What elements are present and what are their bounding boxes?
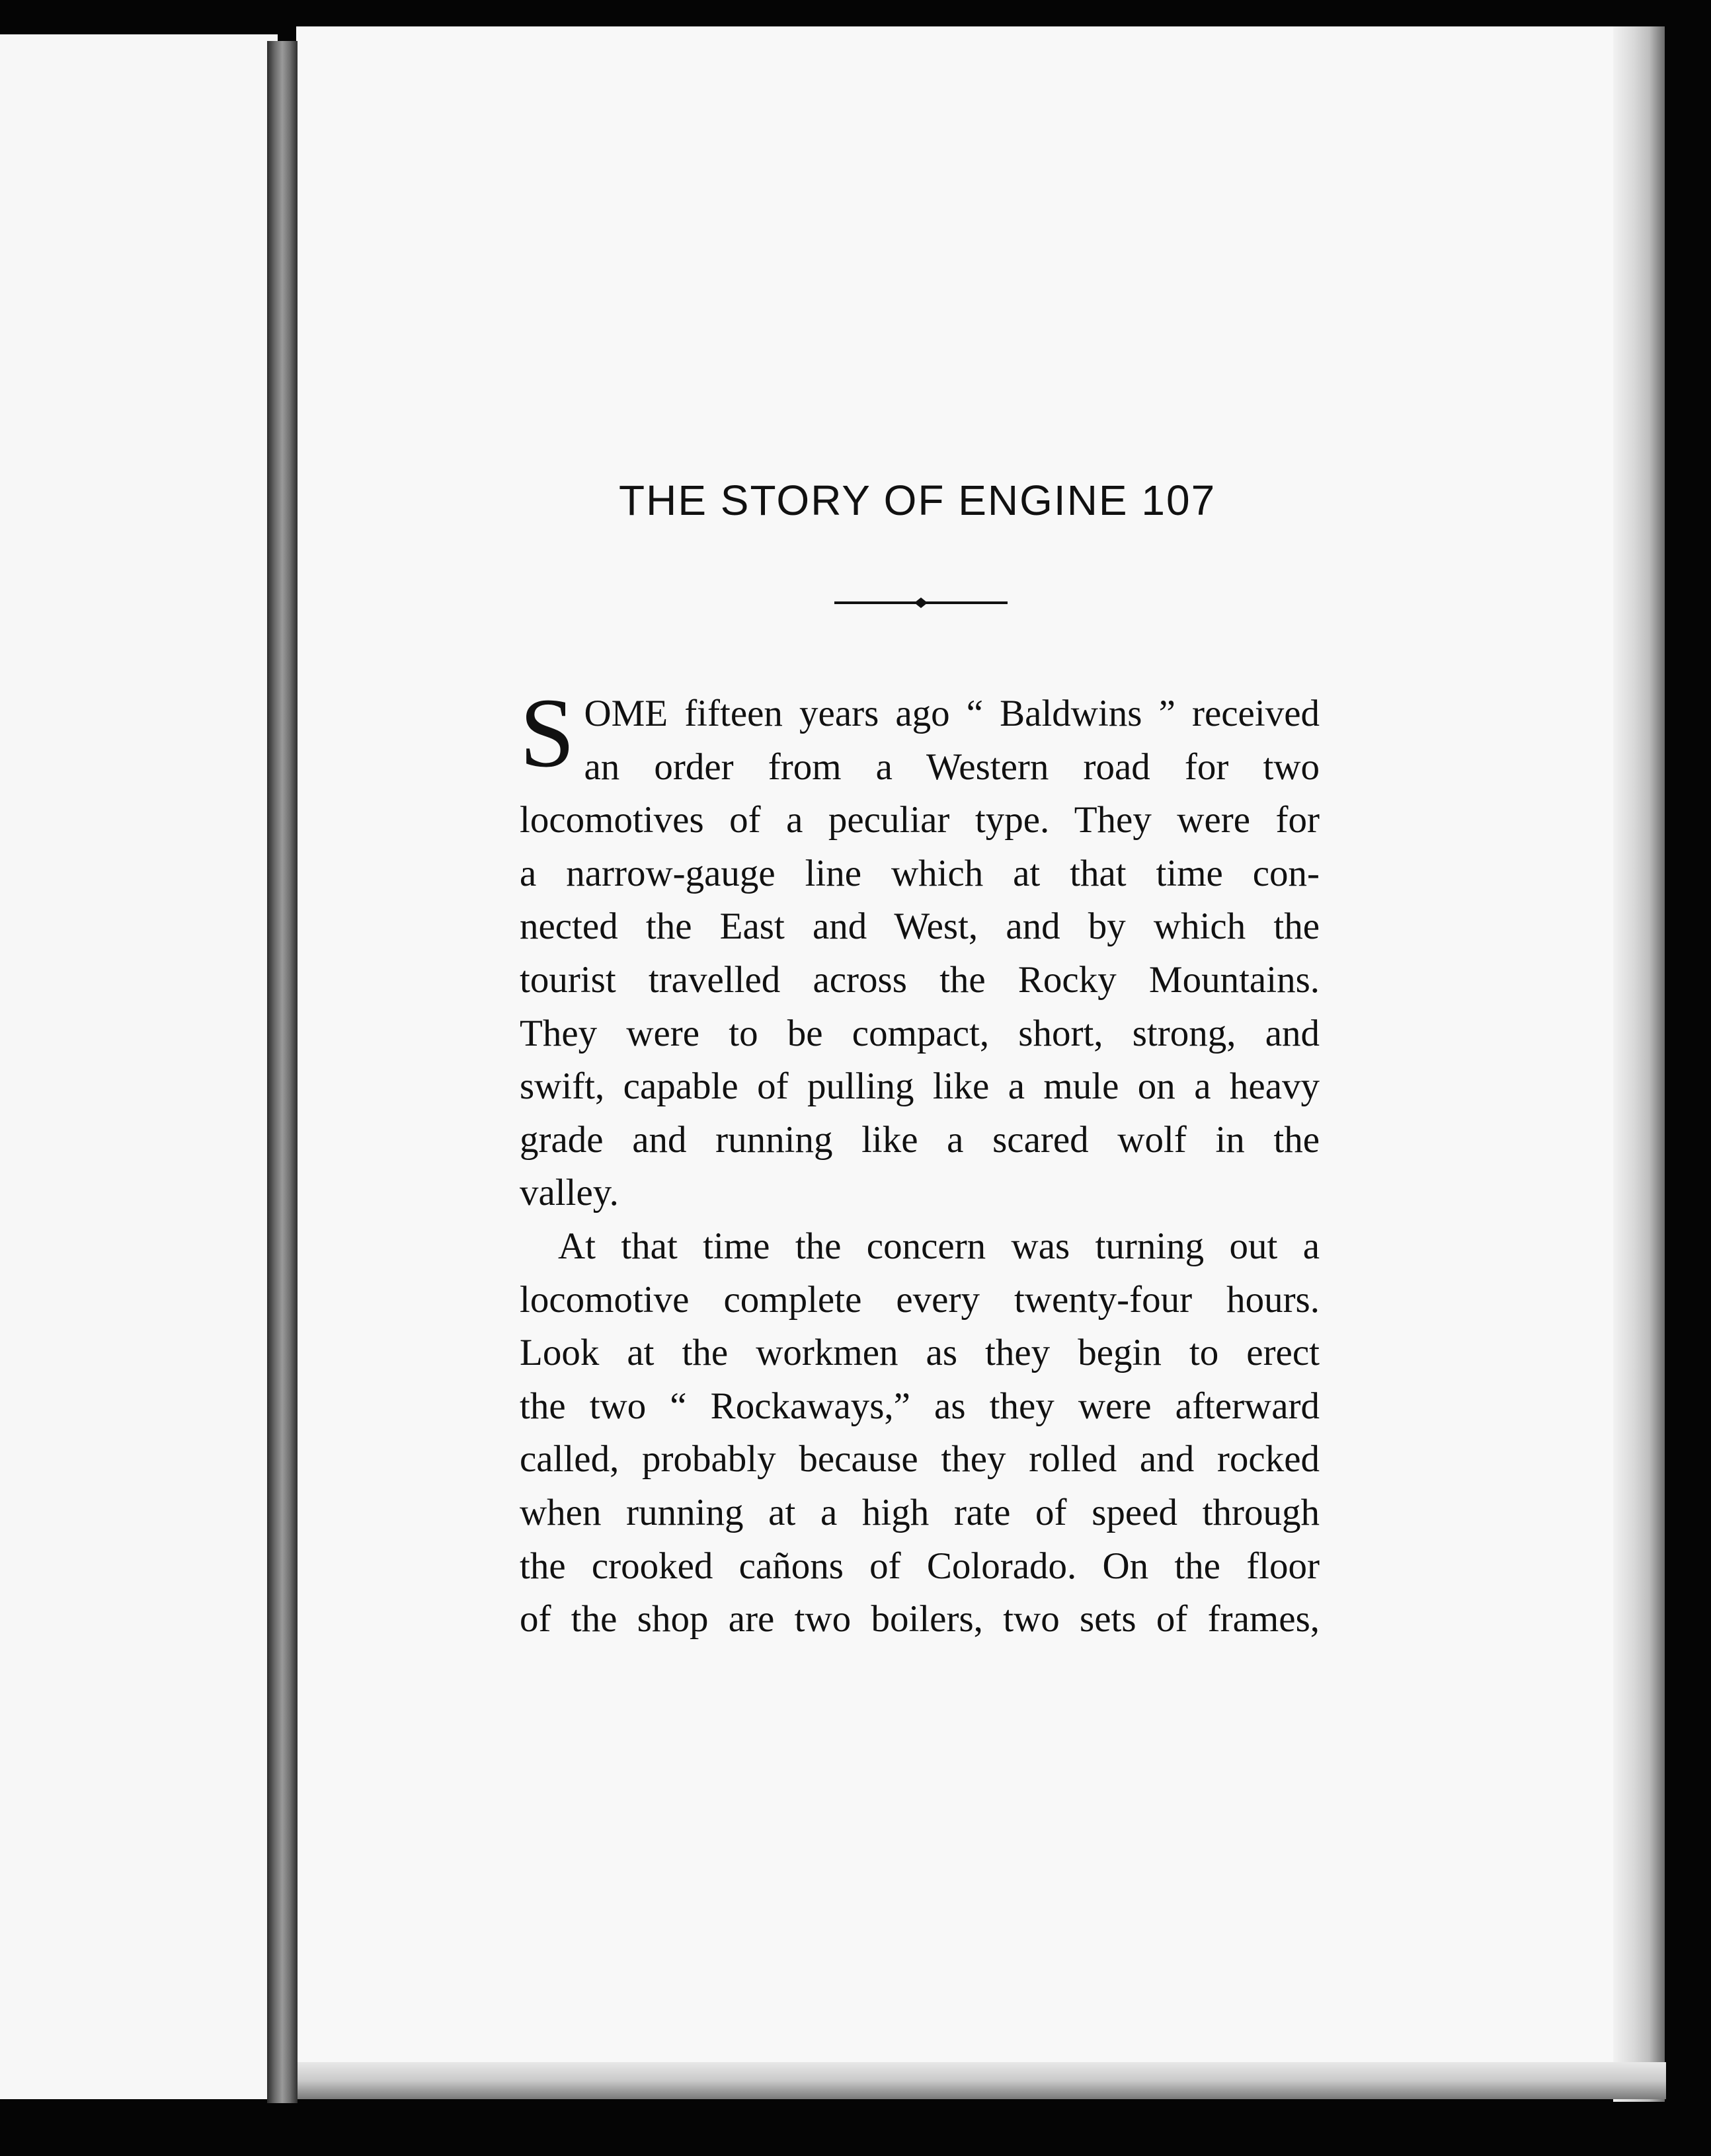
paragraph-1: [520, 678, 1320, 1220]
text-line: swift, capable of pulling like a mule on a heavy: [520, 1065, 1320, 1108]
text-line: called, probably because they rolled and rocked: [520, 1438, 1320, 1481]
text-line: when running at a high rate of speed through: [520, 1491, 1320, 1533]
text-line: nected the East and West, and by which the: [520, 905, 1320, 948]
text-line: of the shop are two boilers, two sets of frames,: [520, 1598, 1320, 1640]
paragraph-2: [520, 1220, 1320, 1646]
book-gutter: [267, 41, 298, 2103]
text-line: Look at the workmen as they begin to erect: [520, 1332, 1320, 1374]
text-line: a narrow-gauge line which at that time con-: [520, 852, 1320, 894]
text-line: the two “ Rockaways,” as they were afterward: [520, 1385, 1320, 1427]
text-line: locomotive complete every twenty-four hours.: [520, 1278, 1320, 1321]
text-line: the crooked cañons of Colorado. On the floor: [520, 1545, 1320, 1587]
page-edge-right: [1613, 26, 1665, 2102]
drop-cap: S: [520, 678, 575, 788]
page-edge-bottom: [291, 2062, 1666, 2099]
text-line: grade and running like a scared wolf in the: [520, 1118, 1320, 1161]
body-text: [520, 678, 1320, 1646]
text-line: locomotives of a peculiar type. They were for: [520, 799, 1320, 841]
text-line: an order from a Western road for two: [584, 746, 1320, 788]
text-line: tourist travelled across the Rocky Mountains.: [520, 958, 1320, 1001]
previous-page: [0, 34, 278, 2099]
text-line: At that time the concern was turning out a: [558, 1225, 1320, 1267]
text-line: OME fifteen years ago “ Baldwins ” received: [584, 693, 1320, 734]
text-line: They were to be compact, short, strong, and: [520, 1012, 1320, 1054]
chapter-title: THE STORY OF ENGINE 107: [619, 477, 1216, 524]
ornament-divider-icon: [834, 595, 1008, 611]
text-line: valley.: [520, 1172, 619, 1214]
